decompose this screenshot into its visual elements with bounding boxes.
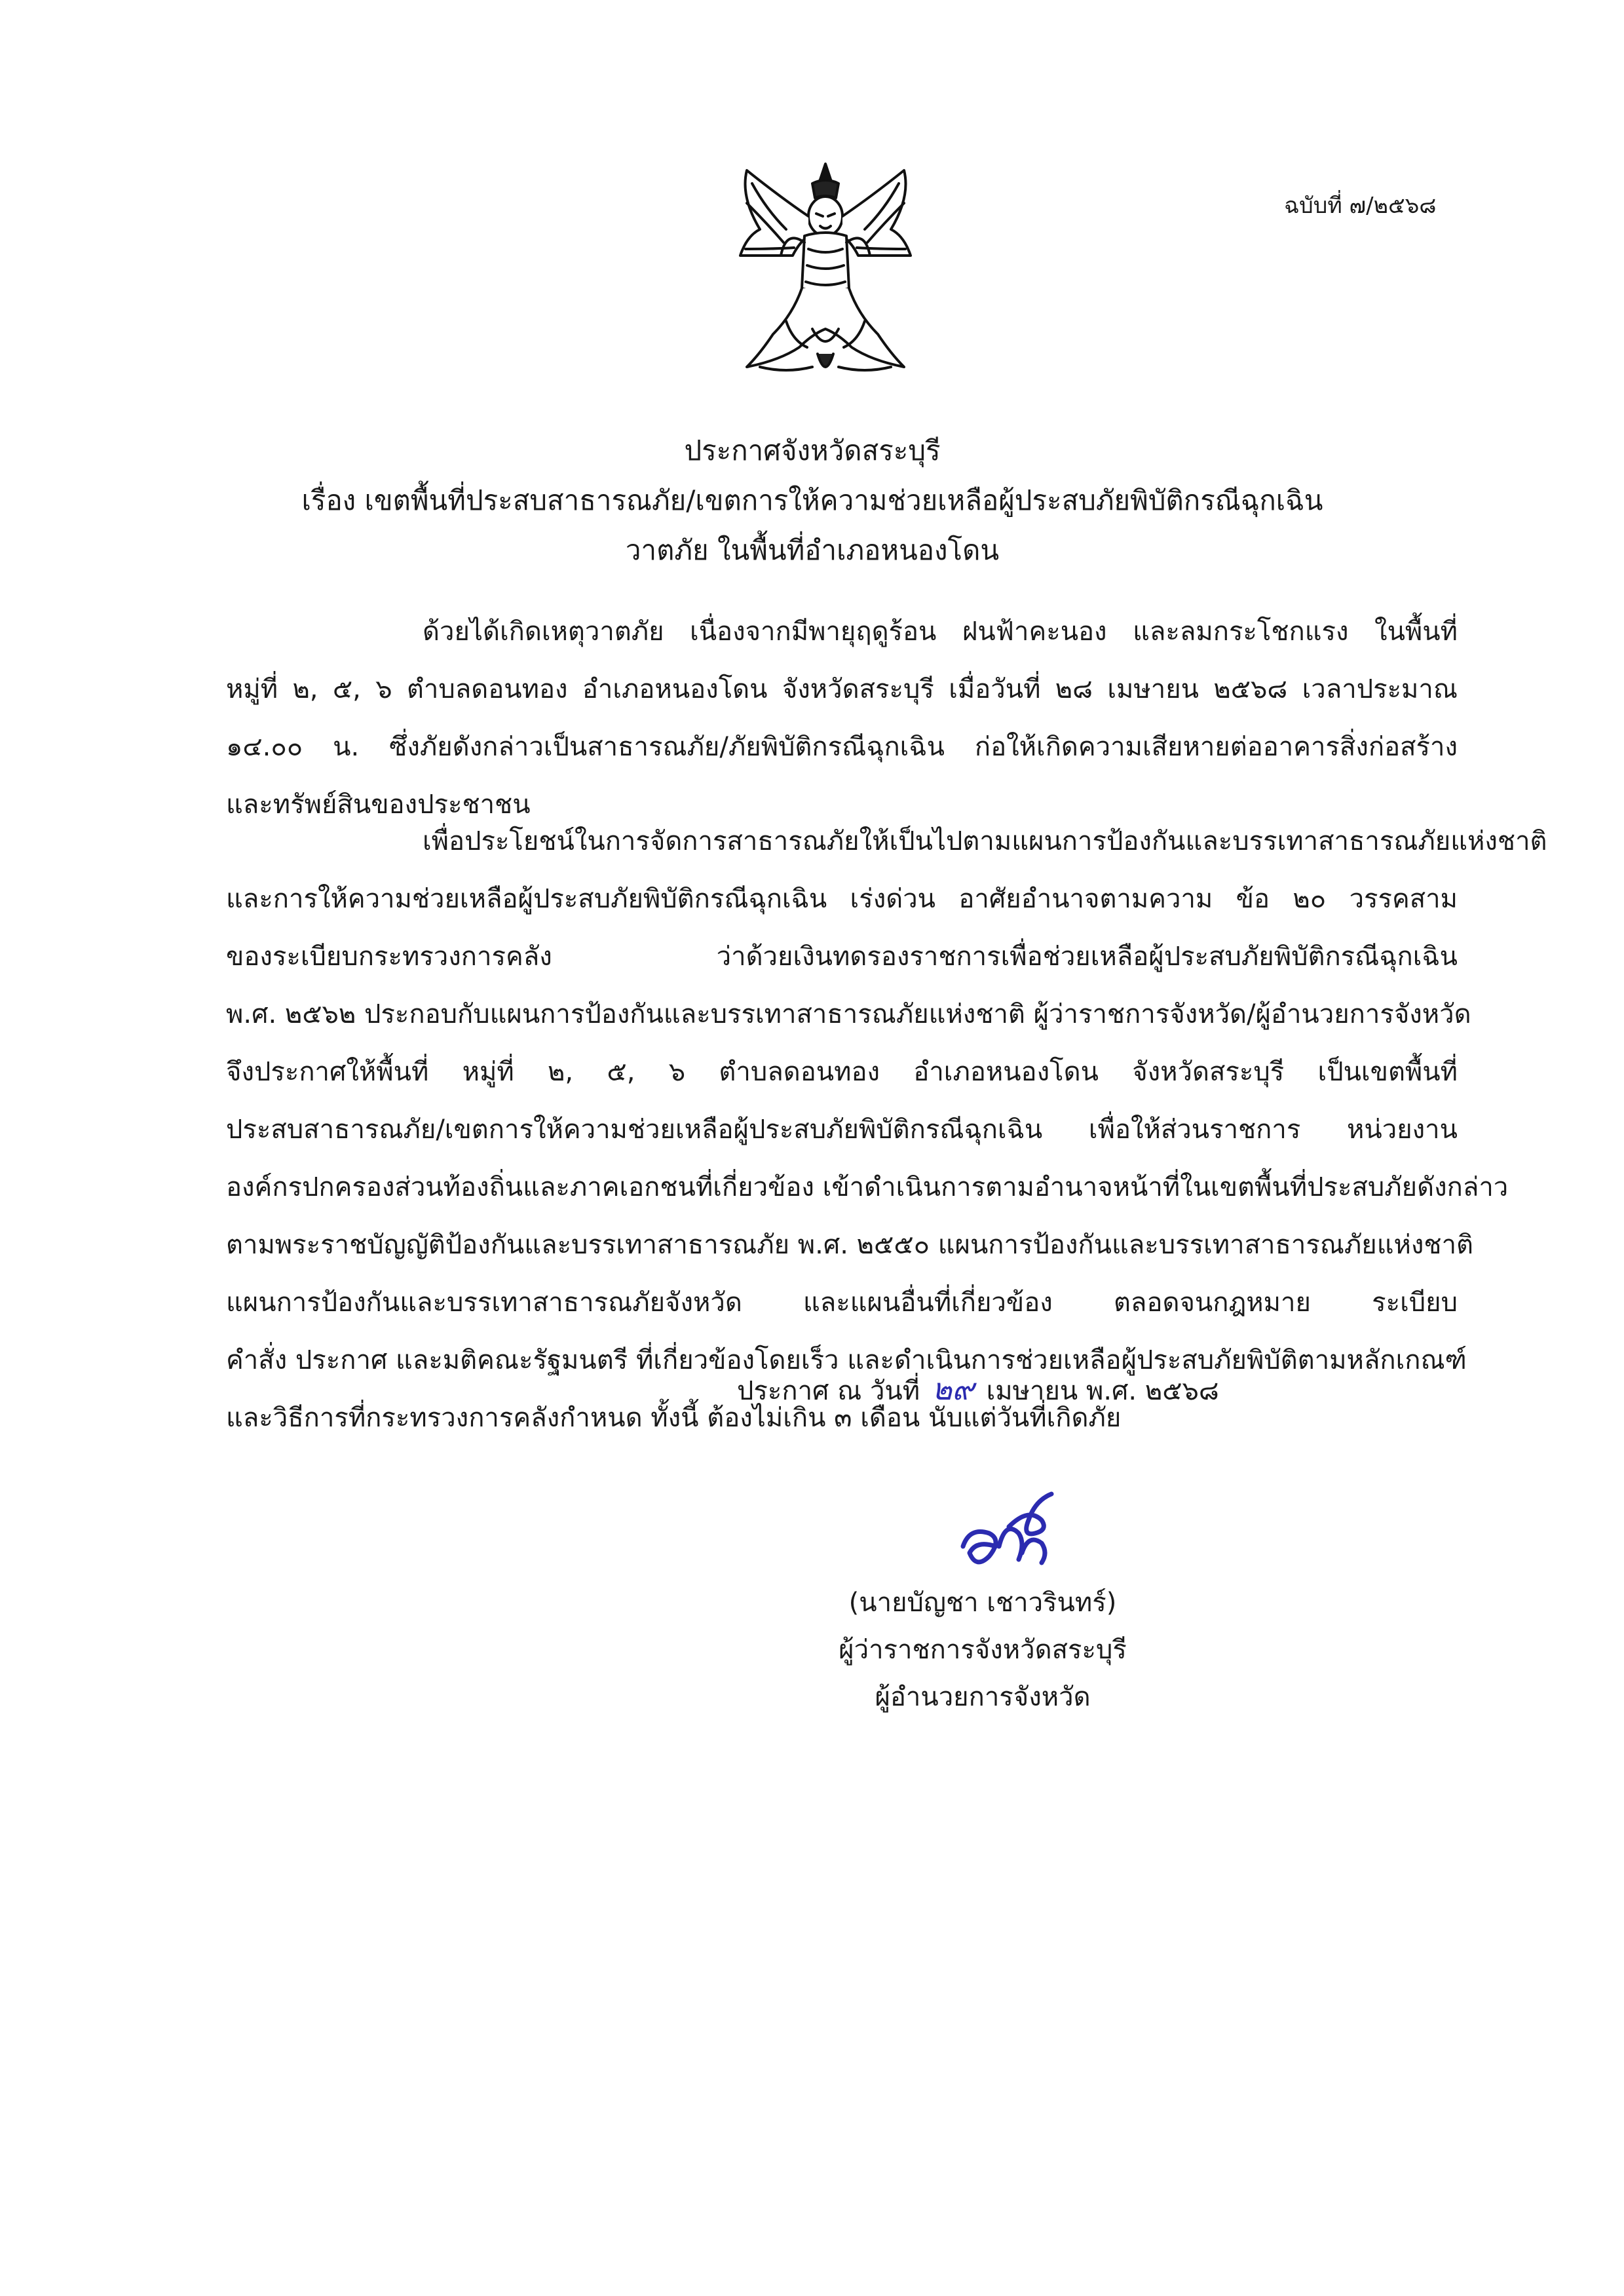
paragraph-2 bbox=[226, 813, 1547, 1447]
paragraph-2-line: ของระเบียบกระทรวงการคลัง ว่าด้วยเงินทดรองราชการเพื่อช่วยเหลือผู้ประสบภัยพิบัติกรณีฉุกเฉิน bbox=[226, 942, 1458, 972]
paragraph-2-line: และวิธีการที่กระทรวงการคลังกำหนด ทั้งนี้ ต้องไม่เกิน ๓ เดือน นับแต่วันที่เกิดภัย bbox=[226, 1403, 1122, 1433]
paragraph-2-line: จึงประกาศให้พื้นที่ หมู่ที่ ๒, ๕, ๖ ตำบลดอนทอง อำเภอหนองโดน จังหวัดสระบุรี เป็นเขตพื้นที่ bbox=[226, 1057, 1458, 1087]
date-prefix: ประกาศ ณ วันที่ bbox=[737, 1376, 920, 1406]
announcement-title bbox=[197, 426, 1428, 575]
paragraph-2-line: และการให้ความช่วยเหลือผู้ประสบภัยพิบัติกรณีฉุกเฉิน เร่งด่วน อาศัยอำนาจตามความ ข้อ ๒๐ วรรคสาม bbox=[226, 884, 1458, 914]
paragraph-2-line: เพื่อประโยชน์ในการจัดการสาธารณภัยให้เป็นไปตามแผนการป้องกันและบรรเทาสาธารณภัยแห่งชาติ bbox=[423, 826, 1547, 856]
title-line-2: เรื่อง เขตพื้นที่ประสบสาธารณภัย/เขตการให้ความช่วยเหลือผู้ประสบภัยพิบัติกรณีฉุกเฉิน bbox=[301, 484, 1323, 516]
signer-position-2: ผู้อำนวยการจังหวัด bbox=[875, 1682, 1091, 1712]
paragraph-2-line: ประสบสาธารณภัย/เขตการให้ความช่วยเหลือผู้ประสบภัยพิบัติกรณีฉุกเฉิน เพื่อให้ส่วนราชการ หน่วยงาน bbox=[226, 1115, 1458, 1145]
paragraph-1-line: หมู่ที่ ๒, ๕, ๖ ตำบลดอนทอง อำเภอหนองโดน จังหวัดสระบุรี เมื่อวันที่ ๒๘ เมษายน ๒๕๖๘ เวลาประมาณ bbox=[226, 674, 1458, 704]
paragraph-1-line: ด้วยได้เกิดเหตุวาตภัย เนื่องจากมีพายุฤดูร้อน ฝนฟ้าคะนอง และลมกระโชกแรง ในพื้นที่ bbox=[423, 617, 1458, 647]
paragraph-2-line: องค์กรปกครองส่วนท้องถิ่นและภาคเอกชนที่เกี่ยวข้อง เข้าดำเนินการตามอำนาจหน้าที่ในเขตพื้นที่ประสบภัยดังกล่าว bbox=[226, 1172, 1509, 1202]
paragraph-1-line: และทรัพย์สินของประชาชน bbox=[226, 790, 531, 820]
date-day-handwritten: ๒๙ bbox=[932, 1371, 974, 1407]
issue-number: ฉบับที่ ๗/๒๕๖๘ bbox=[1284, 193, 1437, 219]
announcement-date bbox=[737, 1369, 1219, 1411]
paragraph-1-line: ๑๔.๐๐ น. ซึ่งภัยดังกล่าวเป็นสาธารณภัย/ภัยพิบัติกรณีฉุกเฉิน ก่อให้เกิดความเสียหายต่ออาคารสิ่งก่อสร้าง bbox=[226, 732, 1458, 762]
title-line-1: ประกาศจังหวัดสระบุรี bbox=[684, 434, 941, 467]
paragraph-2-line: ตามพระราชบัญญัติป้องกันและบรรเทาสาธารณภัย พ.ศ. ๒๕๕๐ แผนการป้องกันและบรรเทาสาธารณภัยแห่งชาติ bbox=[226, 1230, 1474, 1260]
paragraph-2-line: แผนการป้องกันและบรรเทาสาธารณภัยจังหวัด และแผนอื่นที่เกี่ยวข้อง ตลอดจนกฎหมาย ระเบียบ bbox=[226, 1288, 1458, 1318]
date-suffix: เมษายน พ.ศ. ๒๕๖๘ bbox=[986, 1376, 1219, 1406]
title-line-3: วาตภัย ในพื้นที่อำเภอหนองโดน bbox=[625, 534, 1000, 566]
signer-block bbox=[773, 1579, 1192, 1721]
signer-name: (นายบัญชา เชาวรินทร์) bbox=[848, 1588, 1117, 1618]
garuda-emblem-icon bbox=[721, 157, 930, 387]
paragraph-1 bbox=[226, 603, 1458, 833]
paragraph-2-line: คำสั่ง ประกาศ และมติคณะรัฐมนตรี ที่เกี่ยวข้องโดยเร็ว และดำเนินการช่วยเหลือผู้ประสบภัยพิบัติตามหลักเกณฑ์ bbox=[226, 1345, 1467, 1375]
paragraph-2-line: พ.ศ. ๒๕๖๒ ประกอบกับแผนการป้องกันและบรรเทาสาธารณภัยแห่งชาติ ผู้ว่าราชการจังหวัด/ผู้อำนวยการจังหวัด bbox=[226, 999, 1471, 1029]
handwritten-signature bbox=[943, 1481, 1074, 1586]
signer-position-1: ผู้ว่าราชการจังหวัดสระบุรี bbox=[839, 1635, 1127, 1665]
